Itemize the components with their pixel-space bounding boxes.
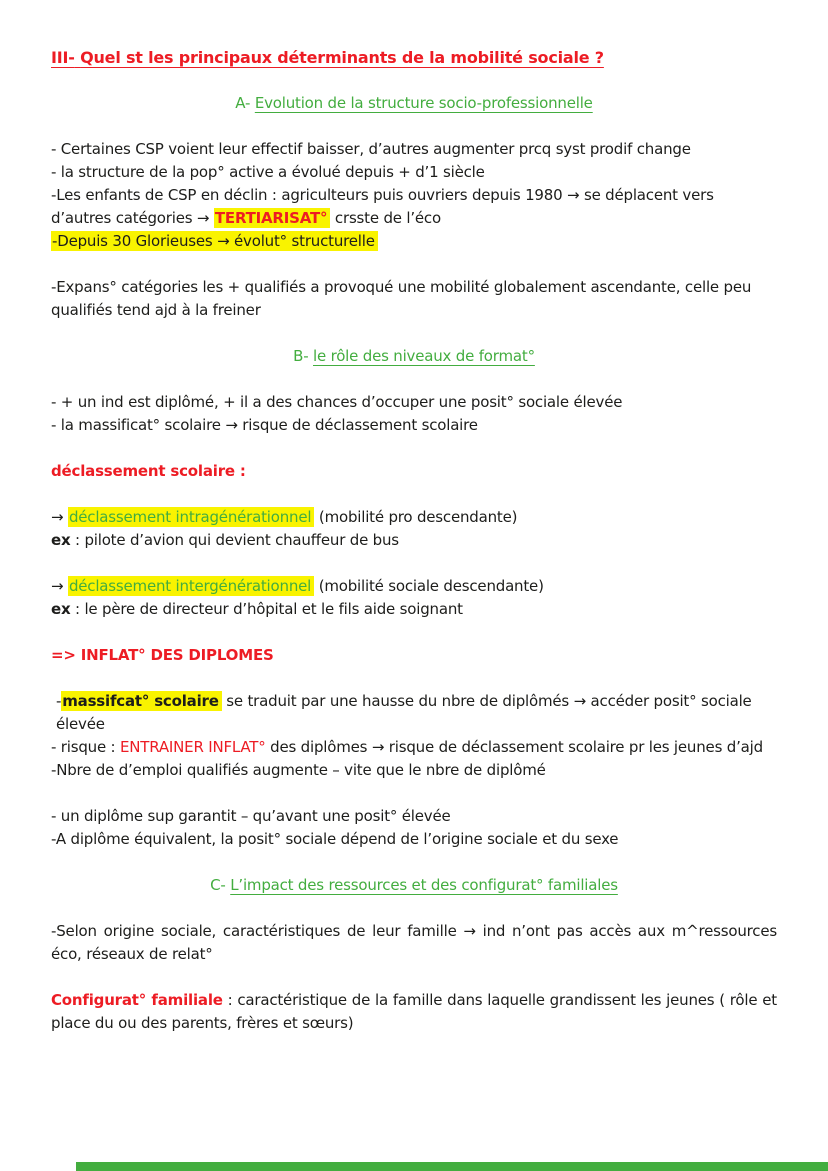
paragraph-configuration-familiale [51,989,777,1035]
highlighted-term-tertiarisation: TERTIARISAT° [214,208,331,228]
heading-c-text: L’impact des ressources et des configurat° familiales [230,876,618,894]
text-line: -Nbre de d’emploi qualifiés augmente – vite que le nbre de diplômé [51,761,546,779]
text-line: - + un ind est diplômé, + il a des chances d’occuper une posit° sociale élevée [51,393,623,411]
text-line [51,230,777,253]
text-line [51,736,777,759]
text-run: -Les enfants de CSP en déclin : agriculteurs puis ouvriers depuis 1980 → se déplacent vers d’autres catégories → [51,186,714,227]
highlighted-term-intergenerationnel: déclassement intergénérationnel [68,576,314,596]
paragraph-declassement-inter [51,575,777,621]
text-line [51,690,777,736]
text-line [51,575,777,598]
main-question-title [51,46,777,69]
text-line [51,598,777,621]
title-text: Quel st les principaux déterminants de la mobilité sociale ? [80,48,604,67]
red-term-configuration-familiale: Configurat° familiale [51,991,223,1009]
heading-section-c [51,874,777,897]
text-line [51,184,777,230]
example-label: ex [51,531,71,549]
red-term-entrainer-inflation: ENTRAINER INFLAT° [119,738,266,756]
label-declassement-scolaire: déclassement scolaire : [51,462,246,480]
text-run: des diplômes → risque de déclassement scolaire pr les jeunes d’ajd [265,738,763,756]
text-run: : pilote d’avion qui devient chauffeur de bus [70,531,399,549]
text-line [51,529,777,552]
text-line: -A diplôme équivalent, la posit° sociale dépend de l’origine sociale et du sexe [51,830,619,848]
heading-section-a [51,92,777,115]
text-run: : caractéristique de la famille dans laquelle grandissent les jeunes ( rôle et place du ou des parents, frères et sœurs) [51,991,777,1032]
text-line: - Certaines CSP voient leur effectif baisser, d’autres augmenter prcq syst prodif change [51,140,691,158]
text-line: - la massificat° scolaire → risque de déclassement scolaire [51,416,478,434]
text-run: crsste de l’éco [330,209,441,227]
paragraph-diplome-chances [51,391,777,437]
heading-a-prefix: A- [235,94,251,112]
label-inflation-diplomes: => INFLAT° DES DIPLOMES [51,646,274,664]
green-divider-bar [76,1162,828,1171]
paragraph-massification [51,690,777,782]
paragraph-diplome-garantie [51,805,777,851]
heading-c-prefix: C- [210,876,226,894]
text-run: (mobilité pro descendante) [314,508,518,526]
text-run: se traduit par une hausse du nbre de diplômés → accéder posit° sociale élevée [56,692,752,733]
paragraph-expansion-categories: -Expans° catégories les + qualifiés a provoqué une mobilité globalement ascendante, celle peu qualifiés tend ajd à la freiner [51,278,752,319]
paragraph-origine-sociale: -Selon origine sociale, caractéristiques de leur famille → ind n’ont pas accès aux m^ressources éco, réseaux de relat° [51,922,777,963]
example-label: ex [51,600,71,618]
heading-b-text: le rôle des niveaux de format° [313,347,535,365]
text-run: (mobilité sociale descendante) [314,577,544,595]
paragraph-structure-evolution [51,138,777,253]
heading-a-text: Evolution de la structure socio-professionnelle [254,94,593,112]
text-run: - [56,692,62,710]
text-run: : le père de directeur d’hôpital et le fils aide soignant [70,600,463,618]
arrow-glyph: → [51,577,68,595]
arrow-glyph: → [51,508,68,526]
text-line: - la structure de la pop° active a évolué depuis + d’1 siècle [51,163,485,181]
heading-section-b [51,345,777,368]
paragraph-declassement-intra [51,506,777,552]
text-line [51,506,777,529]
heading-b-prefix: B- [293,347,309,365]
highlighted-term-massification: massifcat° scolaire [61,691,221,711]
highlighted-line-trente-glorieuses: -Depuis 30 Glorieuses → évolut° structurelle [51,231,378,251]
text-line: - un diplôme sup garantit – qu’avant une posit° élevée [51,807,451,825]
highlighted-term-intragenerationnel: déclassement intragénérationnel [68,507,314,527]
title-number: III- [51,48,75,67]
text-run: - risque : [51,738,120,756]
